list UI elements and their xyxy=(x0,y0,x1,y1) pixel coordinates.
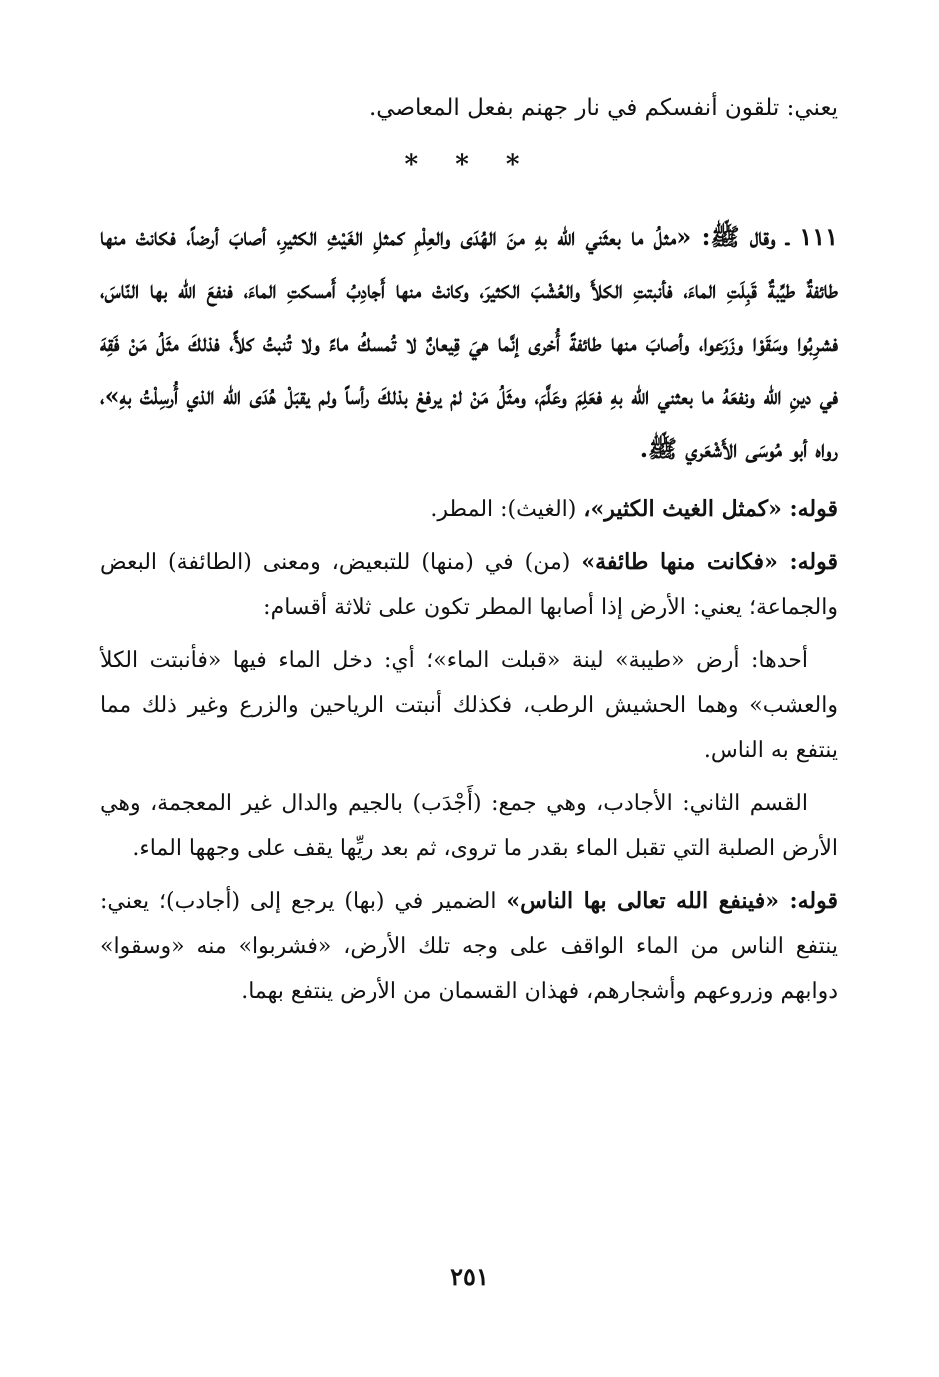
commentary-body-4: القسم الثاني: الأجادب، وهي جمع: (أَجْدَب) بالجيم والدال غير المعجمة، وهي الأرض الصلبة التي تقبل الماء بقدر ما تروى، ثم بعد ريِّها يقف على وجهها الماء. xyxy=(100,791,838,861)
page-body xyxy=(100,88,838,1022)
commentary-body-2: (من) في (منها) للتبعيض، ومعنى (الطائفة) البعض والجماعة؛ يعني: الأرض إذا أصابها المطر تكون على ثلاثة أقسام: xyxy=(100,550,838,620)
hadith-text: ١١١ ـ وقال ﷺ: «مثلُ ما بعثَني الله بهِ منَ الهُدَى والعِلْمِ كمثلِ الغَيْثِ الكثيرِ، أصابَ أرضاً، فكانتْ منها طائفةٌ طيِّبةٌ قَبِلَتِ الماءَ، فأنبتتِ الكلأَ والعُشْبَ الكثيرَ، وكانتْ منها أَجادِبُ أَمسكتِ الماءَ، فنفعَ الله بها النّاسَ، فشرِبُوا وسَقَوْا وزَرَعوا، وأصابَ منها طائفةً أُخرى إنَّما هيَ قِيعانٌ لا تُمسكُ ماءً ولا تُنبتُ كلأً، فذلكَ مثَلُ مَنْ فَقِهَ في دينِ الله ونفعَهُ ما بعثني الله بهِ فعَلِمَ وعَلَّمَ، ومثَلُ مَنْ لمْ يرفعْ بذلكَ رأساً ولم يقبَلْ هُدَى الله الذي أُرسِلْتُ بهِ»، رواه أبو مُوسَى الأَشْعَري ﷺ. xyxy=(100,222,838,463)
commentary-paragraph-3 xyxy=(100,638,838,773)
commentary-lead-5: قوله: «فينفع الله تعالى بها الناس» xyxy=(506,888,838,914)
page-number: ٢٥١ xyxy=(450,1262,489,1291)
intro-line: يعني: تلقون أنفسكم في نار جهنم بفعل المعاصي. xyxy=(368,95,838,121)
commentary-paragraph-2 xyxy=(100,540,838,630)
commentary-body-1: (الغيث): المطر. xyxy=(430,497,584,522)
section-separator: * * * xyxy=(404,150,534,180)
commentary-paragraph-4 xyxy=(100,781,838,871)
commentary-body-3: أحدها: أرض «طيبة» لينة «قبلت الماء»؛ أي: دخل الماء فيها «فأنبتت الكلأ والعشب» وهما الحشيش الرطب، فكذلك أنبتت الرياحين والزرع وغير ذلك مما ينتفع به الناس. xyxy=(100,648,838,763)
commentary-paragraph-5 xyxy=(100,879,838,1014)
commentary-lead-1: قوله: «كمثل الغيث الكثير»، xyxy=(583,496,838,522)
commentary-lead-2: قوله: «فكانت منها طائفة» xyxy=(581,549,838,575)
commentary-paragraph-1 xyxy=(100,487,838,532)
commentary-body-5: الضمير في (بها) يرجع إلى (أجادب)؛ يعني: ينتفع الناس من الماء الواقف على وجه تلك الأرض، «فشربوا» منه «وسقوا» دوابهم وزروعهم وأشجارهم، فهذان القسمان من الأرض ينتفع بهما. xyxy=(100,889,838,1004)
